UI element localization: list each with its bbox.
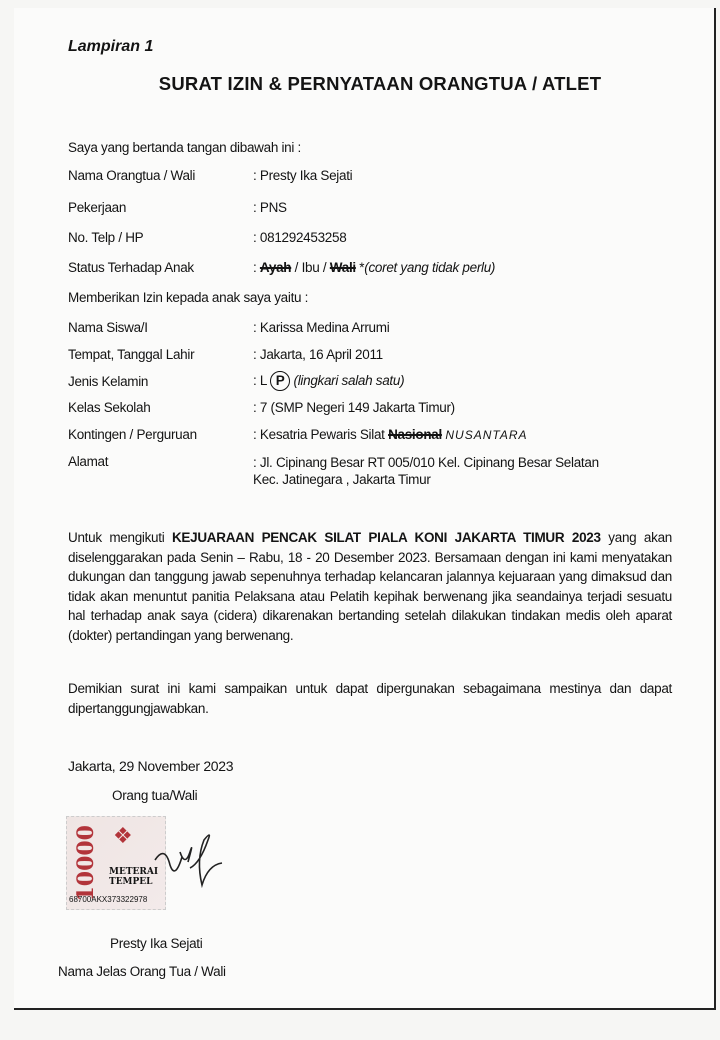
intro-text: Saya yang bertanda tangan dibawah ini :	[68, 140, 301, 155]
struck-ayah: Ayah	[259, 260, 292, 275]
signer-name-label: Nama Jelas Orang Tua / Wali	[58, 964, 226, 979]
permission-intro: Memberikan Izin kepada anak saya yaitu :	[68, 290, 309, 305]
event-name: KEJUARAAN PENCAK SILAT PIALA KONI JAKARTA TIMUR 2023	[171, 530, 601, 545]
parent-name: : Presty Ika Sejati	[253, 168, 353, 183]
child-kontingen	[253, 427, 528, 442]
child-name: : Karissa Medina Arrumi	[253, 320, 390, 335]
field-label: Tempat, Tanggal Lahir	[68, 347, 195, 362]
stamp-text: METERAI	[109, 867, 159, 877]
struck-wali: Wali	[329, 260, 356, 275]
child-gender	[253, 371, 404, 391]
gender-note: (lingkari salah satu)	[293, 373, 405, 388]
field-label: Kontingen / Perguruan	[68, 427, 197, 442]
field-label: Nama Orangtua / Wali	[68, 168, 196, 183]
stamp-value: 10000	[73, 825, 99, 902]
stamp-serial: 68700AKX373322978	[69, 895, 148, 904]
field-label: Jenis Kelamin	[68, 374, 149, 389]
colon: :	[253, 260, 260, 275]
document-title: SURAT IZIN & PERNYATAAN ORANGTUA / ATLET	[158, 73, 602, 94]
statement-paragraph	[68, 528, 672, 646]
status-note: (coret yang tidak perlu)	[364, 260, 496, 275]
field-label: Nama Siswa/I	[68, 320, 148, 335]
signer-role: Orang tua/Wali	[112, 788, 198, 803]
status-ibu: / Ibu /	[291, 260, 330, 275]
parent-status	[253, 260, 495, 275]
signer-name: Presty Ika Sejati	[110, 936, 203, 951]
field-label: Pekerjaan	[68, 200, 127, 215]
asterisk: *	[355, 260, 365, 275]
kontingen-text: : Kesatria Pewaris Silat	[253, 427, 389, 442]
address-line: Kec. Jatinegara , Jakarta Timur	[253, 472, 431, 487]
closing-paragraph: Demikian surat ini kami sampaikan untuk dapat dipergunakan sebagaimana mestinya dan dapat dipertanggungjawabkan.	[68, 681, 672, 716]
gender-l: : L	[253, 373, 271, 388]
field-label: Kelas Sekolah	[68, 400, 151, 415]
child-class: : 7 (SMP Negeri 149 Jakarta Timur)	[253, 400, 455, 415]
address-line: : Jl. Cipinang Besar RT 005/010 Kel. Cipinang Besar Selatan	[253, 455, 599, 470]
field-label: No. Telp / HP	[68, 230, 144, 245]
field-label: Status Terhadap Anak	[68, 260, 194, 275]
handwritten-nusantara: NUSANTARA	[445, 428, 528, 442]
attachment-label: Lampiran 1	[68, 38, 154, 55]
struck-nasional: Nasional	[388, 427, 442, 442]
parent-occupation: : PNS	[253, 200, 287, 215]
para-text: yang akan diselenggarakan pada Senin – Rabu, 18 - 20 Desember 2023. Bersamaan dengan ini kami menyatakan dukungan dan tanggung jawab sepenuhnya terhadap kelancaran jalannya kejuaraan yang dimaksud dan tidak akan menuntut panitia Pelaksana atau Pelatih kepihak berwenang jika seandainya terjadi sesuatu hal terhadap anak saya (cidera) dikarenakan bertanding setelah dilakukan tindakan medis oleh aparat (dokter) pertandingan yang berwenang.	[68, 530, 672, 643]
child-birth: : Jakarta, 16 April 2011	[253, 347, 383, 362]
para-text: Untuk mengikuti	[68, 530, 172, 545]
garuda-emblem-icon: ❖	[113, 823, 133, 848]
place-date: Jakarta, 29 November 2023	[68, 758, 234, 774]
field-label: Alamat	[68, 454, 109, 469]
signature	[150, 830, 240, 900]
circled-gender: P	[270, 371, 290, 391]
stamp-text: TEMPEL	[109, 877, 153, 887]
child-address	[253, 454, 599, 488]
parent-phone: : 081292453258	[253, 230, 347, 245]
